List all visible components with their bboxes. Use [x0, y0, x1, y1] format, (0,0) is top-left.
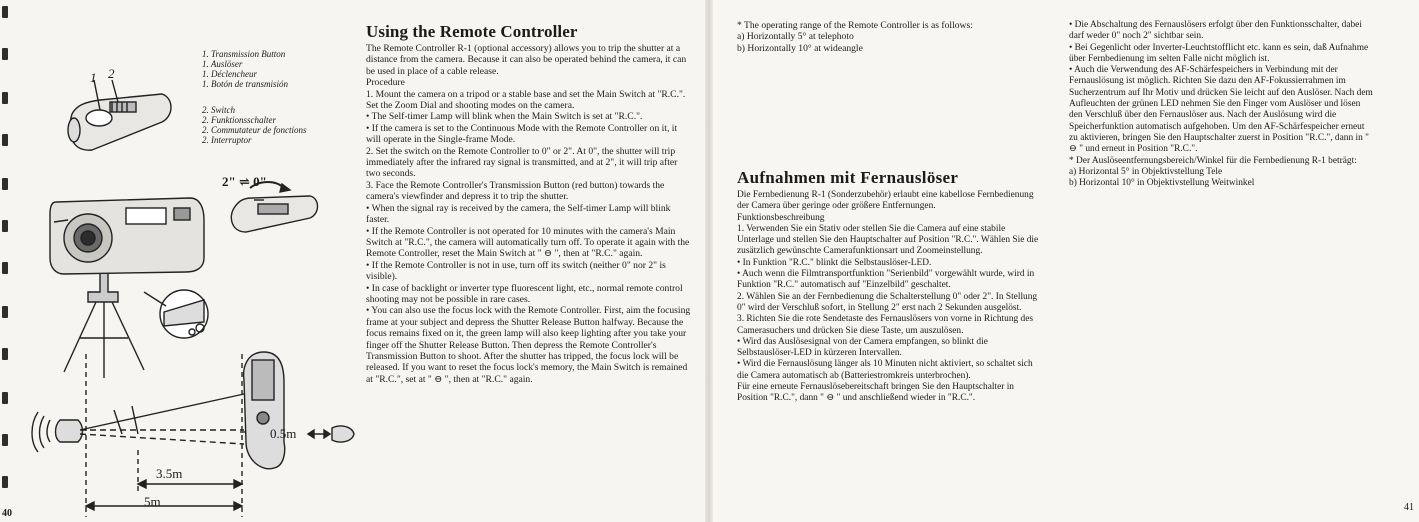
paragraph: • Bei Gegenlicht oder Inverter-Leuchtstofflicht etc. kann es sein, daß Aufnahme über Fernbedienung im selten Falle nicht möglich ist.	[1069, 42, 1369, 64]
paragraph: Funktionsbeschreibung	[737, 212, 825, 223]
paragraph: • In case of backlight or inverter type fluorescent light, etc., normal remote control shooting may not be possible in rare cases.	[366, 282, 683, 305]
distance-near-label: 0.5m	[270, 426, 297, 441]
german-continued-section	[1069, 20, 1374, 189]
paragraph: 1. Verwenden Sie ein Stativ oder stellen Sie die Camera auf eine stabile Unterlage und stellen Sie den Hauptschalter auf Position "R.C.". Wählen Sie die zusätzlich gewünschte Camerafunktionsart und Zoomeinstellung.	[737, 223, 1039, 257]
paragraph: • Auch wenn die Filmtransportfunktion "Serienbild" vorgewählt wurde, wird in Funktion "R.C." automatisch auf "Einzelbild" geschaltet.	[737, 269, 1035, 291]
operating-range-note: * The operating range of the Remote Controller is as follows: a) Horizontally 5° at telephoto b) Horizontally 10° at wideangle	[737, 20, 973, 54]
callout-2: 2	[108, 66, 115, 81]
remote-controller-figure	[14, 22, 356, 517]
paragraph: Die Fernbedienung R-1 (Sonderzubehör) erlaubt eine kabellose Fernbedienung der Camera über geringe oder größere Entfernungen.	[737, 190, 1034, 212]
paragraph: 3. Face the Remote Controller's Transmission Button (red button) towards the camera's viewfinder and depress it to trip the shutter.	[366, 179, 665, 203]
paragraph: b) Horizontal 10° in Objektivstellung Weitwinkel	[1069, 178, 1255, 189]
paragraph: • Wird das Auslösesignal von der Camera empfangen, so blinkt die Selbstauslöser-LED in kürzeren Intervallen.	[737, 336, 988, 359]
paragraph: 2. Set the switch on the Remote Controller to 0" or 2". At 0", the shutter will trip immediately after the infrared ray signal is transmitted, and at 2", it will trip after two seconds.	[366, 145, 678, 180]
legend-transmission-button: 1. Transmission Button 1. Auslöser 1. Déclencheur 1. Botón de transmisión	[202, 49, 289, 89]
ring-binding	[0, 0, 12, 522]
paragraph: Procedure	[366, 77, 405, 89]
switch-position-label: 2" ⇌ 0"	[222, 174, 267, 189]
english-title: Using the Remote Controller	[366, 22, 578, 41]
paragraph: • Auch die Verwendung des AF-Schärfespeichers in Verbindung mit der Fernauslösung ist möglich. Richten Sie dazu den AF-Fokussierrahmen im Sucherzentrum auf Ihr Motiv und drücken Sie leicht auf den Auslöser. Nach dem Aufleuchten der grünen LED nehmen Sie den Finger vom Auslöser und lösen den Verschluß über den Fernauslöser aus. Nach der Auslösung wird die Speicherfunktion automatisch aufgehoben. Um den AF-Schärfespeicher erneut zu aktivieren, bringen Sie den Hauptschalter zuerst in Position "R.C.", dann in " ⊖ " und erneut in Position "R.C.".	[1069, 65, 1373, 155]
book-gutter	[705, 0, 713, 522]
page-number-right: 41	[1404, 502, 1414, 513]
paragraph: • When the signal ray is received by the camera, the Self-timer Lamp will blink faster.	[366, 202, 671, 226]
page-number-left: 40	[2, 508, 12, 519]
paragraph: 3. Richten Sie die rote Sendetaste des Fernauslösers von vorne in Richtung des Camerasuchers und drücken Sie diese Taste, um auszulösen.	[737, 314, 1034, 336]
english-section	[366, 22, 694, 385]
paragraph: The Remote Controller R-1 (optional accessory) allows you to trip the shutter at a distance from the camera. Because it can also be operated behind the camera, it can be used in place of a cable release.	[366, 43, 687, 77]
paragraph: • If the Remote Controller is not operated for 10 minutes with the camera's Main Switch at "R.C.", the camera will automatically turn off. To operate it again with the Remote Controller, reset the Main Switch at " ⊖ ", then at "R.C." again.	[366, 225, 690, 260]
paragraph: Für eine erneute Fernauslösebereitschaft bringen Sie den Hauptschalter in Position "R.C.", dann " ⊖ " und anschließend wieder in "R.C.".	[737, 382, 1014, 404]
paragraph: 2. Wählen Sie an der Fernbedienung die Schalterstellung 0" oder 2". In Stellung 0" wird der Verschluß sofort, in Stellung 2" erst nach 2 Sekunden ausgelöst.	[737, 291, 1038, 313]
paragraph: a) Horizontal 5° in Objektivstellung Tele	[1069, 166, 1223, 177]
german-body	[737, 190, 1043, 405]
paragraph: • If the Remote Controller is not in use, turn off its switch (neither 0" nor 2" is visible).	[366, 259, 666, 283]
distance-mid-label: 3.5m	[156, 466, 183, 481]
german-title: Aufnahmen mit Fernauslöser	[737, 168, 959, 187]
callout-1: 1	[90, 70, 97, 85]
paragraph: • You can also use the focus lock with the Remote Controller. First, aim the focusing frame at your subject and depress the Shutter Release Button halfway. Because the focus remains fixed on it, the green lamp will also keep lighting after you take your finger off the Shutter Release Button. Then depress the Remote Controller's Transmission Button to shoot. After the shutter has tripped, the focus lock will be released. If you want to reset the focus lock's memory, the Main Switch is remained at "R.C.", set at " ⊖ ", then at "R.C." again.	[366, 305, 691, 385]
paragraph: * Der Auslöseentfernungsbereich/Winkel für die Fernbedienung R-1 beträgt:	[1069, 155, 1357, 166]
german-section	[737, 168, 1043, 405]
paragraph: • Die Abschaltung des Fernauslösers erfolgt über den Funktionsschalter, dabei darf weder 0" noch 2" sichtbar sein.	[1069, 20, 1362, 42]
illustration	[14, 22, 356, 517]
paragraph: • The Self-timer Lamp will blink when the Main Switch is set at "R.C.".	[366, 111, 643, 123]
paragraph: • Wird die Fernauslösung länger als 10 Minuten nicht aktiviert, so schaltet sich die Camera automatisch ab (Batteriestromkreis unterbrochen).	[737, 359, 1033, 381]
paragraph: • In Funktion "R.C." blinkt die Selbstauslöser-LED.	[737, 257, 932, 268]
paragraph: 1. Mount the camera on a tripod or a stable base and set the Main Switch at "R.C.". Set the Zoom Dial and shooting modes on the camera.	[366, 88, 686, 112]
paragraph: • If the camera is set to the Continuous Mode with the Remote Controller on it, it will operate in the Single-frame Mode.	[366, 122, 678, 146]
legend-switch: 2. Switch 2. Funktionsschalter 2. Commutateur de fonctions 2. Interruptor	[202, 105, 307, 145]
distance-far-label: 5m	[144, 494, 161, 509]
english-body	[366, 43, 694, 385]
